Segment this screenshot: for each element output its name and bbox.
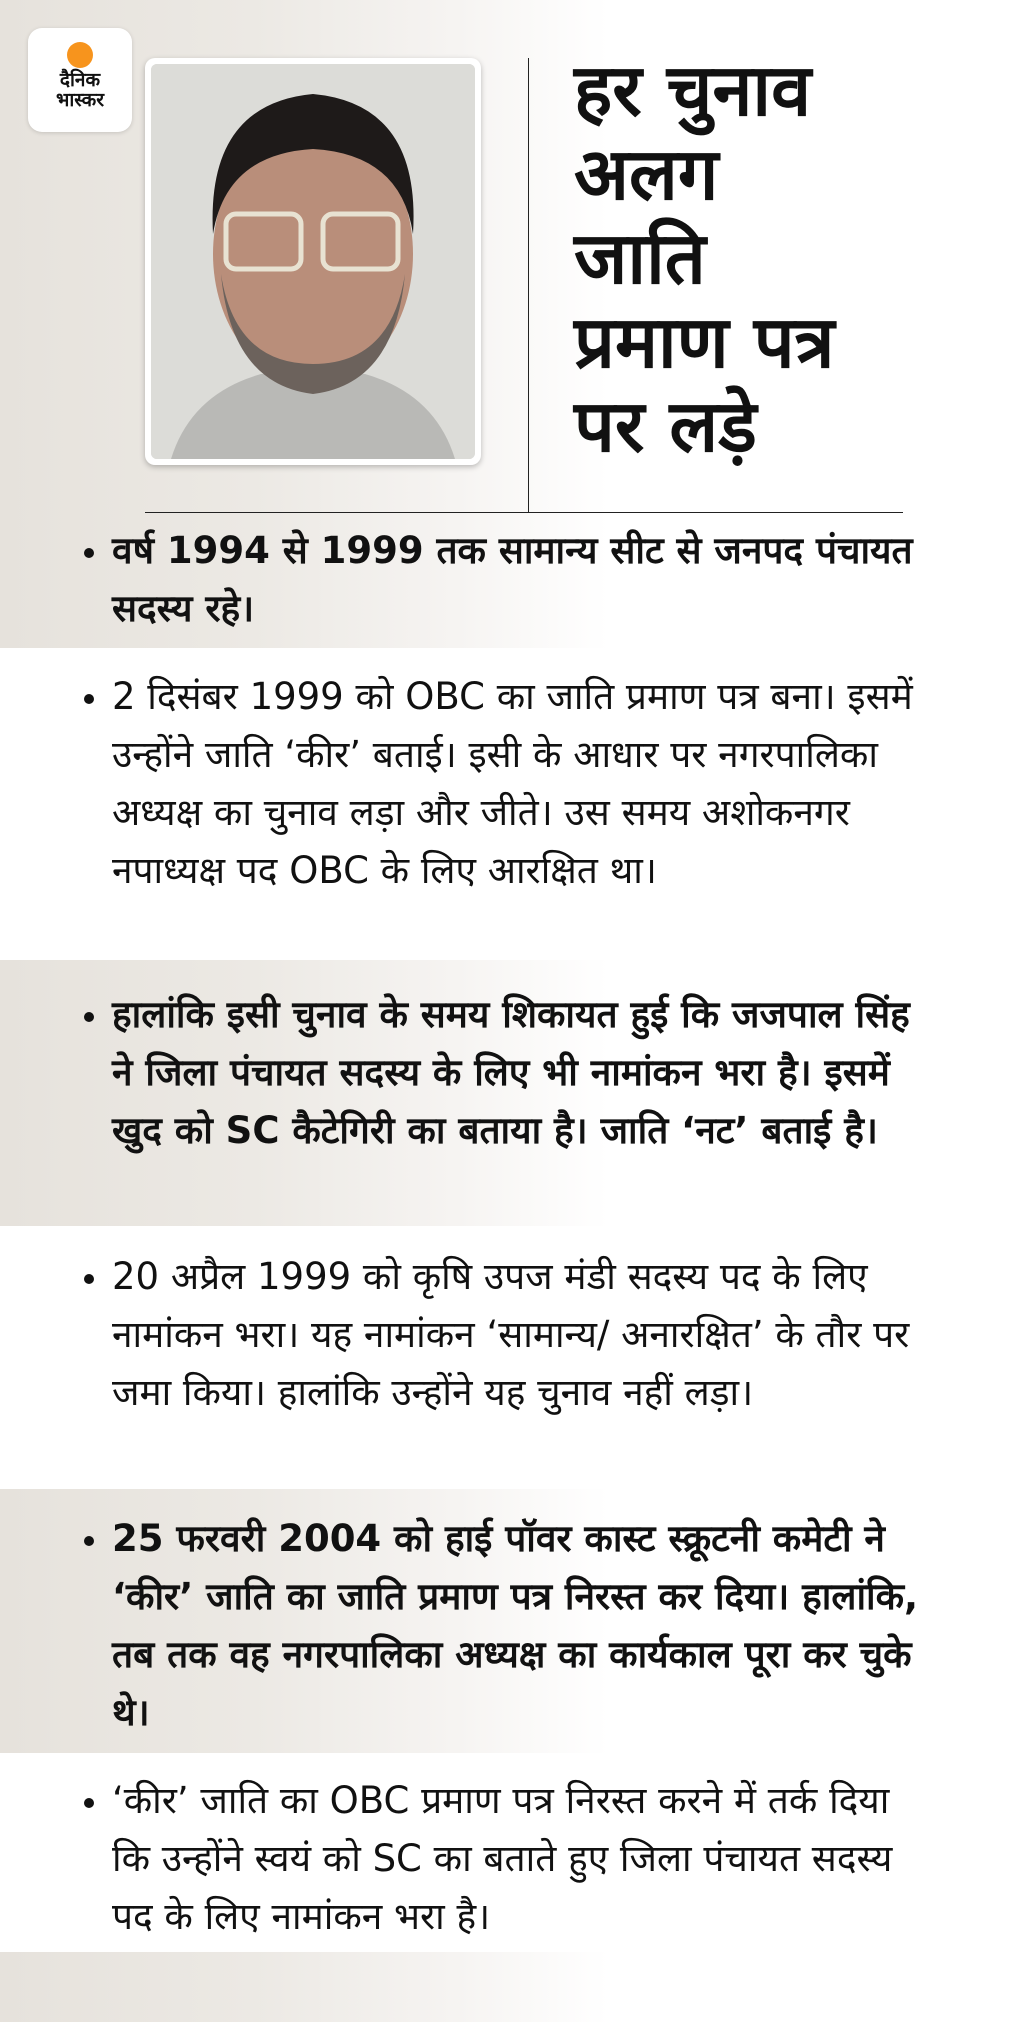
divider-horizontal [145,512,903,513]
sun-icon [67,42,93,68]
headline-line: प्रमाण पत्र [574,300,835,384]
headline-line: जाति [574,216,706,300]
divider-vertical [528,58,529,512]
headline-line: हर चुनाव [574,48,812,132]
bullet-item: 2 दिसंबर 1999 को OBC का जाति प्रमाण पत्र बना। इसमें उन्होंने जाति ‘कीर’ बताई। इसी के आधार पर नगरपालिका अध्यक्ष का चुनाव लड़ा और जीते। उस समय अशोकनगर नपाध्यक्ष पद OBC के लिए आरक्षित था। [84,668,934,900]
dainik-bhaskar-logo [28,28,132,132]
logo-text: दैनिक [59,69,101,91]
bullet-item: ‘कीर’ जाति का OBC प्रमाण पत्र निरस्त करने में तर्क दिया कि उन्होंने स्वयं को SC का बताते हुए जिला पंचायत सदस्य पद के लिए नामांकन भरा है। [84,1772,934,1946]
bullet-item: 20 अप्रैल 1999 को कृषि उपज मंडी सदस्य पद के लिए नामांकन भरा। यह नामांकन ‘सामान्य/ अनारक्षित’ के तौर पर जमा किया। हालांकि उन्होंने यह चुनाव नहीं लड़ा। [84,1248,934,1422]
portrait-photo [145,58,481,465]
band [0,1952,1014,2022]
headline-line: अलग [574,132,719,216]
headline [574,48,834,468]
logo-text: भास्कर [55,89,105,111]
headline-line: पर लड़े [574,384,757,468]
bullet-item: वर्ष 1994 से 1999 तक सामान्य सीट से जनपद पंचायत सदस्य रहे। [84,522,934,638]
bullet-item: हालांकि इसी चुनाव के समय शिकायत हुई कि जजपाल सिंह ने जिला पंचायत सदस्य के लिए भी नामांकन भरा है। इसमें खुद को SC कैटेगिरी का बताया है। जाति ‘नट’ बताई है। [84,986,934,1160]
bullet-item: 25 फरवरी 2004 को हाई पॉवर कास्ट स्क्रूटनी कमेटी ने ‘कीर’ जाति का जाति प्रमाण पत्र निरस्त कर दिया। हालांकि, तब तक वह नगरपालिका अध्यक्ष का कार्यकाल पूरा कर चुके थे। [84,1510,934,1742]
